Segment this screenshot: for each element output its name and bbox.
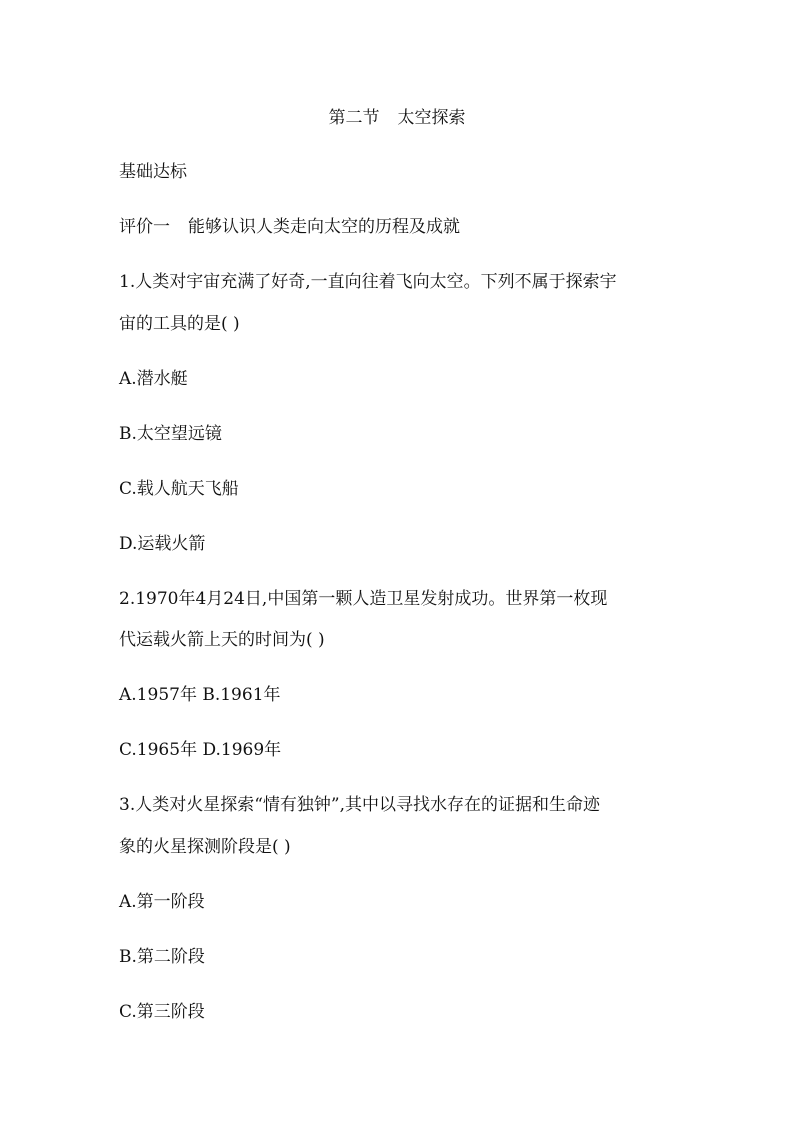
question-3-stem-line-1: 3.人类对火星探索“情有独钟”,其中以寻找水存在的证据和生命迹 bbox=[119, 795, 601, 815]
title-topic: 太空探索 bbox=[397, 108, 466, 128]
question-2-stem-line-1: 2.1970年4月24日,中国第一颗人造卫星发射成功。世界第一枚现 bbox=[119, 589, 608, 609]
question-1-option-d: D.运载火箭 bbox=[119, 534, 206, 554]
evaluation-heading bbox=[119, 216, 460, 238]
question-3-option-b: B.第二阶段 bbox=[119, 947, 205, 967]
question-3-stem-line-2: 象的火星探测阶段是( ) bbox=[119, 837, 291, 857]
question-3-option-c: C.第三阶段 bbox=[119, 1002, 205, 1022]
question-3-option-a: A.第一阶段 bbox=[119, 892, 205, 912]
question-2-options-cd: C.1965年 D.1969年 bbox=[119, 740, 282, 760]
evaluation-text: 能够认识人类走向太空的历程及成就 bbox=[188, 217, 460, 237]
question-1-stem-line-1: 1.人类对宇宙充满了好奇,一直向往着飞向太空。下列不属于探索宇 bbox=[119, 272, 617, 292]
question-1-option-c: C.载人航天飞船 bbox=[119, 479, 239, 499]
page-title bbox=[0, 107, 794, 129]
question-2-options-ab: A.1957年 B.1961年 bbox=[119, 685, 281, 705]
evaluation-label: 评价一 bbox=[119, 217, 170, 237]
section-heading: 基础达标 bbox=[119, 162, 187, 182]
question-1-option-a: A.潜水艇 bbox=[119, 369, 188, 389]
question-1-option-b: B.太空望远镜 bbox=[119, 424, 222, 444]
title-section-number: 第二节 bbox=[328, 108, 380, 128]
question-2-stem-line-2: 代运载火箭上天的时间为( ) bbox=[119, 630, 325, 650]
question-1-stem-line-2: 宙的工具的是( ) bbox=[119, 314, 240, 334]
